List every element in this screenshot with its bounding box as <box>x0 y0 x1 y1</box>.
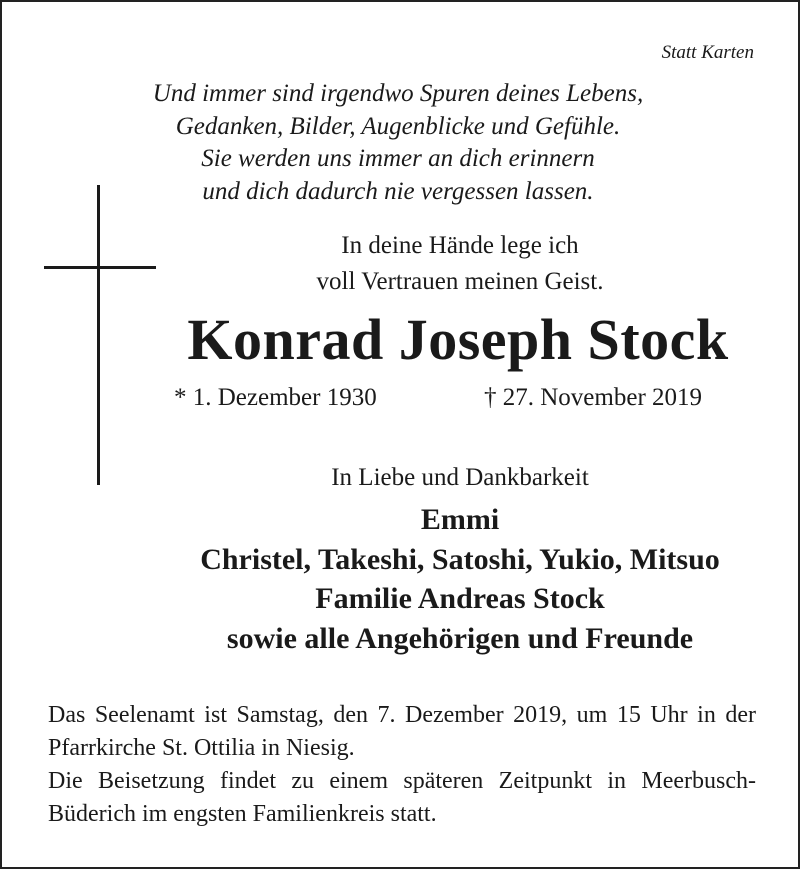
deceased-name: Konrad Joseph Stock <box>187 307 729 372</box>
birth-date: * 1. Dezember 1930 <box>174 384 377 411</box>
mourner-line: Familie Andreas Stock <box>315 582 605 615</box>
burial-paragraph: Die Beisetzung findet zu einem späteren Zeitpunkt in Meerbusch-Büderich im engsten Familienkreis statt. <box>48 768 756 827</box>
poem-line: Und immer sind irgendwo Spuren deines Lebens, <box>152 80 644 107</box>
mourner-line: Christel, Takeshi, Satoshi, Yukio, Mitsuo <box>200 542 720 576</box>
mourner-line: sowie alle Angehörigen und Freunde <box>226 621 694 655</box>
poem-line: und dich dadurch nie vergessen lassen. <box>202 177 594 205</box>
poem-line: Sie werden uns immer an dich erinnern <box>201 145 595 172</box>
death-date: † 27. November 2019 <box>484 384 703 411</box>
verse <box>2 228 800 300</box>
statt-karten-label: Statt Karten <box>661 42 754 63</box>
mourners-list <box>2 500 800 658</box>
verse-line: voll Vertrauen meinen Geist. <box>316 268 604 295</box>
mourners-intro: In Liebe und Dankbarkeit <box>331 464 589 491</box>
poem-line: Gedanken, Bilder, Augenblicke und Gefühle. <box>175 112 621 140</box>
verse-line: In deine Hände lege ich <box>341 232 579 259</box>
service-paragraph: Das Seelenamt ist Samstag, den 7. Dezember 2019, um 15 Uhr in der Pfarrkirche St. Ottilia in Niesig. <box>48 702 756 761</box>
service-info <box>48 699 756 831</box>
mourner-line: Emmi <box>420 503 500 536</box>
poem <box>2 78 800 208</box>
